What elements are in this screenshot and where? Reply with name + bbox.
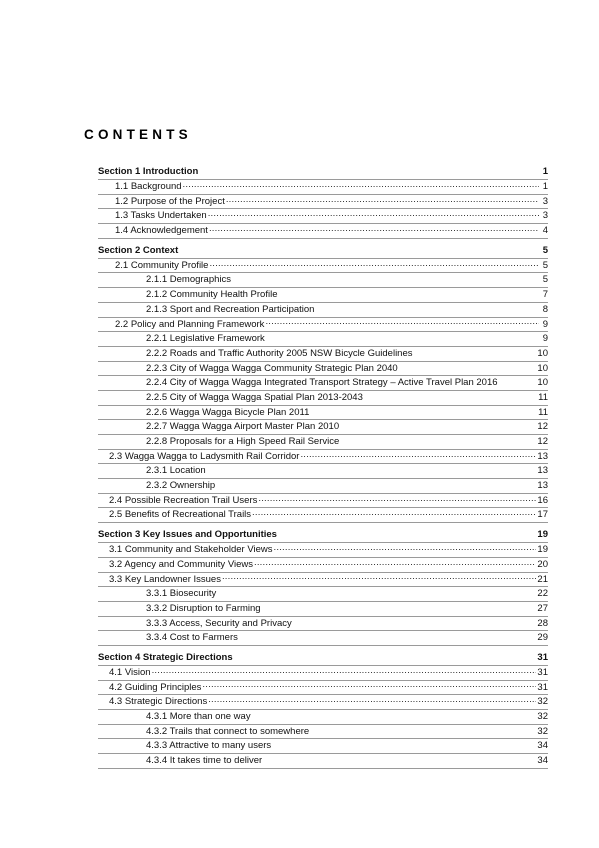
- toc-entry[interactable]: [98, 435, 548, 450]
- dot-leader: [226, 197, 539, 207]
- toc-entry[interactable]: [98, 739, 548, 754]
- toc-page-number: 9: [542, 333, 548, 345]
- toc-page-number: 34: [537, 755, 548, 767]
- toc-entry[interactable]: [98, 573, 548, 588]
- toc-page-number: 8: [542, 303, 548, 315]
- toc-entry-label: 2.5 Benefits of Recreational Trails: [109, 509, 252, 521]
- toc-entry-label: 2.4 Possible Recreation Trail Users: [109, 494, 258, 506]
- toc-entry[interactable]: [98, 754, 548, 769]
- dot-leader: [222, 574, 536, 584]
- toc-entry[interactable]: [98, 617, 548, 632]
- toc-entry[interactable]: [98, 543, 548, 558]
- toc-page-number: 32: [537, 711, 548, 722]
- toc-entry-label: Section 2 Context: [98, 244, 179, 256]
- toc-entry[interactable]: [98, 303, 548, 318]
- dot-leader: [183, 182, 539, 192]
- toc-entry-label: 3.2 Agency and Community Views: [109, 558, 253, 570]
- toc-page-number: 3: [542, 210, 548, 222]
- toc-entry-label: 4.3.4 It takes time to deliver: [146, 755, 263, 767]
- toc-entry[interactable]: [98, 288, 548, 303]
- toc-entry[interactable]: [98, 695, 548, 710]
- dot-leader: [300, 452, 536, 462]
- toc-entry[interactable]: [98, 710, 548, 725]
- dot-leader: [209, 261, 539, 271]
- toc-page-number: 19: [537, 529, 548, 541]
- dot-leader: [274, 545, 537, 555]
- toc-section-heading[interactable]: [98, 649, 548, 666]
- toc-page-number: 13: [537, 480, 548, 492]
- toc-entry-label: 2.2.4 City of Wagga Wagga Integrated Transport Strategy – Active Travel Plan 2016: [146, 377, 498, 389]
- toc-page-number: 22: [537, 588, 548, 600]
- toc-entry-label: 3.3.3 Access, Security and Privacy: [146, 617, 292, 629]
- toc-page-number: 12: [537, 436, 548, 447]
- toc-page-number: 31: [537, 651, 548, 663]
- toc-entry[interactable]: [98, 332, 548, 347]
- toc-entry[interactable]: [98, 666, 548, 681]
- toc-entry[interactable]: [98, 180, 548, 195]
- toc-entry-label: 4.3.2 Trails that connect to somewhere: [146, 725, 310, 737]
- toc-entry-label: 4.3.3 Attractive to many users: [146, 740, 272, 752]
- toc-entry-label: 4.3 Strategic Directions: [109, 696, 208, 708]
- toc-page-number: 5: [542, 244, 548, 256]
- toc-entry[interactable]: [98, 602, 548, 617]
- toc-entry-label: 2.1.2 Community Health Profile: [146, 289, 278, 301]
- toc-entry[interactable]: [98, 464, 548, 479]
- toc-page-number: 28: [537, 617, 548, 629]
- toc-entry[interactable]: [98, 494, 548, 509]
- toc-entry-label: 2.3.1 Location: [146, 465, 206, 477]
- toc-entry-label: 1.3 Tasks Undertaken: [115, 210, 207, 222]
- toc-page-number: 19: [537, 544, 548, 556]
- toc-entry-label: 4.3.1 More than one way: [146, 711, 251, 722]
- toc-entry[interactable]: [98, 391, 548, 406]
- dot-leader: [265, 319, 539, 329]
- toc-entry[interactable]: [98, 681, 548, 696]
- toc-page-number: 32: [537, 725, 548, 737]
- dot-leader: [152, 668, 537, 678]
- toc-page-number: 10: [537, 377, 548, 389]
- toc-section-heading[interactable]: [98, 242, 548, 259]
- toc-entry-label: 3.1 Community and Stakeholder Views: [109, 544, 273, 556]
- toc-page-number: 20: [537, 558, 548, 570]
- toc-page-number: 31: [537, 681, 548, 693]
- toc-entry-label: 4.2 Guiding Principles: [109, 681, 202, 693]
- toc-entry[interactable]: [98, 362, 548, 377]
- toc-entry-label: 3.3.1 Biosecurity: [146, 588, 217, 600]
- toc-entry-label: 2.2.7 Wagga Wagga Airport Master Plan 2010: [146, 421, 340, 433]
- toc-entry-label: 3.3.2 Disruption to Farming: [146, 602, 261, 614]
- toc-entry-label: 2.1 Community Profile: [115, 259, 209, 271]
- toc-entry-label: 1.4 Acknowledgement: [115, 225, 208, 237]
- toc-page-number: 21: [537, 573, 548, 585]
- toc-page-number: 1: [542, 166, 548, 177]
- toc-entry-label: 2.2.6 Wagga Wagga Bicycle Plan 2011: [146, 406, 310, 418]
- toc-entry-label: 2.2.5 City of Wagga Wagga Spatial Plan 2013-2043: [146, 391, 363, 403]
- toc-entry-label: Section 3 Key Issues and Opportunities: [98, 529, 277, 541]
- toc-page-number: 16: [537, 494, 548, 506]
- toc-page-number: 32: [537, 696, 548, 708]
- toc-entry[interactable]: [98, 406, 548, 421]
- toc-entry-label: 4.1 Vision: [109, 666, 151, 678]
- toc-entry-label: 2.2 Policy and Planning Framework: [115, 318, 265, 330]
- toc-page-number: 1: [542, 181, 548, 192]
- toc-section-heading[interactable]: [98, 526, 548, 543]
- toc-entry[interactable]: [98, 209, 548, 224]
- toc-page-number: 9: [542, 318, 548, 330]
- toc-page-number: 7: [542, 289, 548, 301]
- dot-leader: [252, 510, 536, 520]
- page-title: CONTENTS: [84, 127, 192, 142]
- dot-leader: [208, 211, 539, 221]
- toc-page-number: 11: [538, 391, 548, 403]
- toc-section-heading[interactable]: [98, 163, 548, 180]
- toc-entry[interactable]: [98, 558, 548, 573]
- toc-page-number: 13: [537, 450, 548, 462]
- toc-entry-label: 1.2 Purpose of the Project: [115, 195, 225, 207]
- dot-leader: [254, 560, 536, 570]
- toc-page-number: 34: [537, 740, 548, 752]
- toc-page-number: 3: [542, 195, 548, 207]
- toc-entry[interactable]: [98, 273, 548, 288]
- toc-page-number: 13: [537, 465, 548, 477]
- toc-entry[interactable]: [98, 725, 548, 740]
- toc-entry-label: Section 4 Strategic Directions: [98, 651, 233, 663]
- table-of-contents: [98, 163, 548, 769]
- dot-leader: [209, 226, 539, 236]
- toc-entry[interactable]: [98, 347, 548, 362]
- toc-page-number: 12: [537, 421, 548, 433]
- toc-entry[interactable]: [98, 376, 548, 391]
- dot-leader: [202, 682, 536, 692]
- toc-entry-label: 3.3.4 Cost to Farmers: [146, 632, 238, 644]
- toc-entry[interactable]: [98, 420, 548, 435]
- toc-entry-label: 2.1.1 Demographics: [146, 274, 232, 286]
- toc-entry-label: 2.2.1 Legislative Framework: [146, 333, 265, 345]
- toc-page-number: 29: [537, 632, 548, 644]
- toc-entry[interactable]: [98, 587, 548, 602]
- toc-entry-label: 1.1 Background: [115, 181, 182, 192]
- toc-entry[interactable]: [98, 195, 548, 210]
- toc-entry-label: 2.3.2 Ownership: [146, 480, 216, 492]
- toc-entry[interactable]: [98, 259, 548, 274]
- toc-entry-label: 2.2.2 Roads and Traffic Authority 2005 NSW Bicycle Guidelines: [146, 347, 413, 359]
- toc-entry-label: 2.2.8 Proposals for a High Speed Rail Service: [146, 436, 340, 447]
- toc-page-number: 11: [538, 406, 548, 418]
- toc-page-number: 27: [537, 602, 548, 614]
- toc-entry[interactable]: [98, 318, 548, 333]
- toc-entry-label: 2.1.3 Sport and Recreation Participation: [146, 303, 315, 315]
- toc-page-number: 17: [537, 509, 548, 521]
- toc-page-number: 10: [537, 362, 548, 374]
- toc-page-number: 31: [537, 666, 548, 678]
- toc-entry-label: 2.2.3 City of Wagga Wagga Community Strategic Plan 2040: [146, 362, 398, 374]
- toc-entry[interactable]: [98, 479, 548, 494]
- toc-page-number: 5: [542, 274, 548, 286]
- toc-entry[interactable]: [98, 450, 548, 465]
- toc-entry-label: 3.3 Key Landowner Issues: [109, 573, 221, 585]
- toc-entry-label: 2.3 Wagga Wagga to Ladysmith Rail Corridor: [109, 450, 300, 462]
- toc-page-number: 10: [537, 347, 548, 359]
- toc-entry-label: Section 1 Introduction: [98, 166, 199, 177]
- toc-entry[interactable]: [98, 631, 548, 646]
- dot-leader: [208, 697, 536, 707]
- toc-page-number: 4: [542, 225, 548, 237]
- toc-entry[interactable]: [98, 224, 548, 239]
- dot-leader: [258, 496, 536, 506]
- toc-entry[interactable]: [98, 508, 548, 523]
- toc-page-number: 5: [542, 259, 548, 271]
